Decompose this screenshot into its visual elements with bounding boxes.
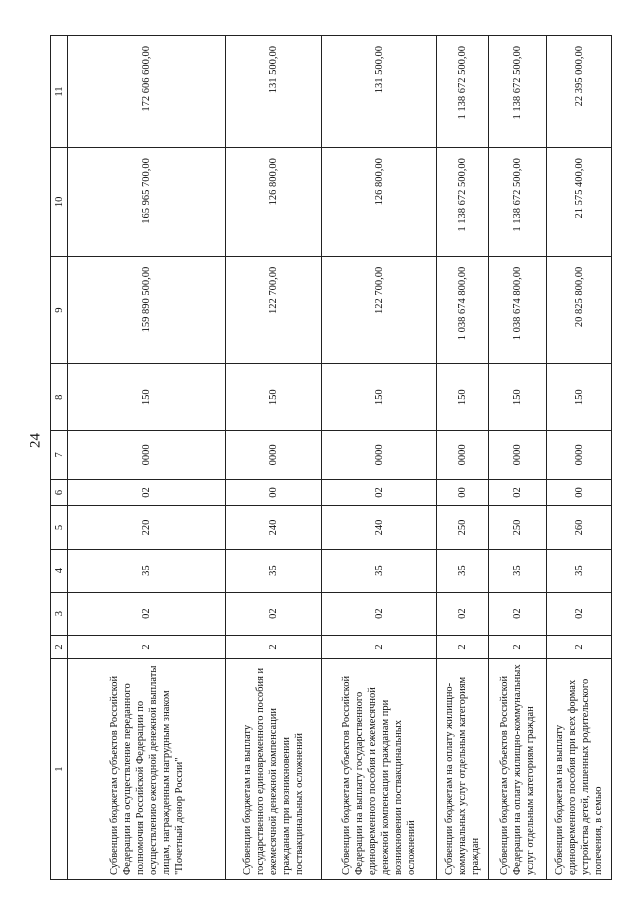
cell-c2: 2: [547, 635, 612, 659]
cell-c2: 2: [68, 635, 226, 659]
cell-c7: 0000: [437, 431, 489, 479]
cell-c6: 02: [68, 479, 226, 506]
header-cell: 9: [51, 256, 68, 364]
row-description: Субвенции бюджетам субъектов Российской Федерации на осуществление переданного полномочия Российской Федерации по осуществлению ежегодной денежной выплаты лицам, награжденным нагрудным знаком "Почетный донор России": [68, 659, 226, 880]
cell-c8: 150: [547, 364, 612, 431]
cell-c5: 220: [68, 506, 226, 549]
row-description: Субвенции бюджетам на оплату жилищно-коммунальных услуг отдельным категориям граждан: [437, 659, 489, 880]
cell-c4: 35: [68, 549, 226, 592]
cell-c6: 00: [547, 479, 612, 506]
cell-c2: 2: [226, 635, 322, 659]
header-cell: 11: [51, 36, 68, 148]
cell-c5: 240: [226, 506, 322, 549]
cell-amount-c11: 1 138 672 500,00: [489, 36, 547, 148]
cell-c4: 35: [489, 549, 547, 592]
row-description: Субвенции бюджетам субъектов Российской Федерации на оплату жилищно-коммунальных услуг отдельным категориям граждан: [489, 659, 547, 880]
cell-c6: 02: [489, 479, 547, 506]
table-row: [322, 36, 437, 880]
cell-amount-c10: 21 575 400,00: [547, 148, 612, 257]
cell-c3: 02: [226, 592, 322, 635]
table-row: [489, 36, 547, 880]
cell-amount-c9: 1 038 674 800,00: [489, 256, 547, 364]
header-cell: 7: [51, 431, 68, 479]
rotated-budget-table-wrapper: [50, 35, 610, 880]
cell-c3: 02: [437, 592, 489, 635]
table-row: [68, 36, 226, 880]
header-cell: 10: [51, 148, 68, 257]
cell-c2: 2: [322, 635, 437, 659]
cell-amount-c11: 131 500,00: [226, 36, 322, 148]
cell-amount-c9: 159 890 500,00: [68, 256, 226, 364]
cell-amount-c10: 1 138 672 500,00: [489, 148, 547, 257]
table-row: [437, 36, 489, 880]
cell-c8: 150: [68, 364, 226, 431]
cell-c3: 02: [322, 592, 437, 635]
cell-c7: 0000: [226, 431, 322, 479]
cell-amount-c9: 122 700,00: [322, 256, 437, 364]
cell-c7: 0000: [489, 431, 547, 479]
cell-amount-c9: 122 700,00: [226, 256, 322, 364]
cell-amount-c11: 172 606 600,00: [68, 36, 226, 148]
cell-c4: 35: [322, 549, 437, 592]
cell-amount-c9: 1 038 674 800,00: [437, 256, 489, 364]
cell-c6: 02: [322, 479, 437, 506]
header-cell: 5: [51, 506, 68, 549]
header-cell: 8: [51, 364, 68, 431]
cell-c3: 02: [68, 592, 226, 635]
cell-c7: 0000: [547, 431, 612, 479]
cell-c3: 02: [489, 592, 547, 635]
cell-c6: 00: [226, 479, 322, 506]
cell-c8: 150: [437, 364, 489, 431]
cell-c5: 250: [489, 506, 547, 549]
header-cell: 1: [51, 659, 68, 880]
cell-amount-c10: 1 138 672 500,00: [437, 148, 489, 257]
table-row: [547, 36, 612, 880]
cell-c4: 35: [226, 549, 322, 592]
page-number: 24: [27, 433, 44, 448]
cell-amount-c10: 126 800,00: [322, 148, 437, 257]
row-description: Субвенции бюджетам субъектов Российской Федерации на выплату государственного единовременного пособия и ежемесячной денежной компенсации гражданам при возникновении поствакцинальных осложнений: [322, 659, 437, 880]
budget-table: [50, 35, 612, 880]
cell-c2: 2: [437, 635, 489, 659]
cell-c6: 00: [437, 479, 489, 506]
cell-amount-c11: 131 500,00: [322, 36, 437, 148]
cell-c3: 02: [547, 592, 612, 635]
cell-c7: 0000: [68, 431, 226, 479]
cell-c2: 2: [489, 635, 547, 659]
cell-c7: 0000: [322, 431, 437, 479]
row-description: Субвенции бюджетам на выплату единовременного пособия при всех формах устройства детей, лишенных родительского попечения, в семью: [547, 659, 612, 880]
header-row: [51, 36, 68, 880]
cell-c5: 260: [547, 506, 612, 549]
cell-amount-c11: 1 138 672 500,00: [437, 36, 489, 148]
cell-c8: 150: [226, 364, 322, 431]
cell-amount-c10: 126 800,00: [226, 148, 322, 257]
row-description: Субвенции бюджетам на выплату государственного единовременного пособия и ежемесячной денежной компенсации гражданам при возникновении поствакцинальных осложнений: [226, 659, 322, 880]
cell-c8: 150: [489, 364, 547, 431]
cell-amount-c11: 22 395 000,00: [547, 36, 612, 148]
cell-amount-c10: 165 965 700,00: [68, 148, 226, 257]
cell-c4: 35: [437, 549, 489, 592]
cell-c4: 35: [547, 549, 612, 592]
cell-amount-c9: 20 825 800,00: [547, 256, 612, 364]
header-cell: 2: [51, 635, 68, 659]
cell-c8: 150: [322, 364, 437, 431]
table-row: [226, 36, 322, 880]
header-cell: 4: [51, 549, 68, 592]
header-cell: 6: [51, 479, 68, 506]
header-cell: 3: [51, 592, 68, 635]
cell-c5: 240: [322, 506, 437, 549]
cell-c5: 250: [437, 506, 489, 549]
